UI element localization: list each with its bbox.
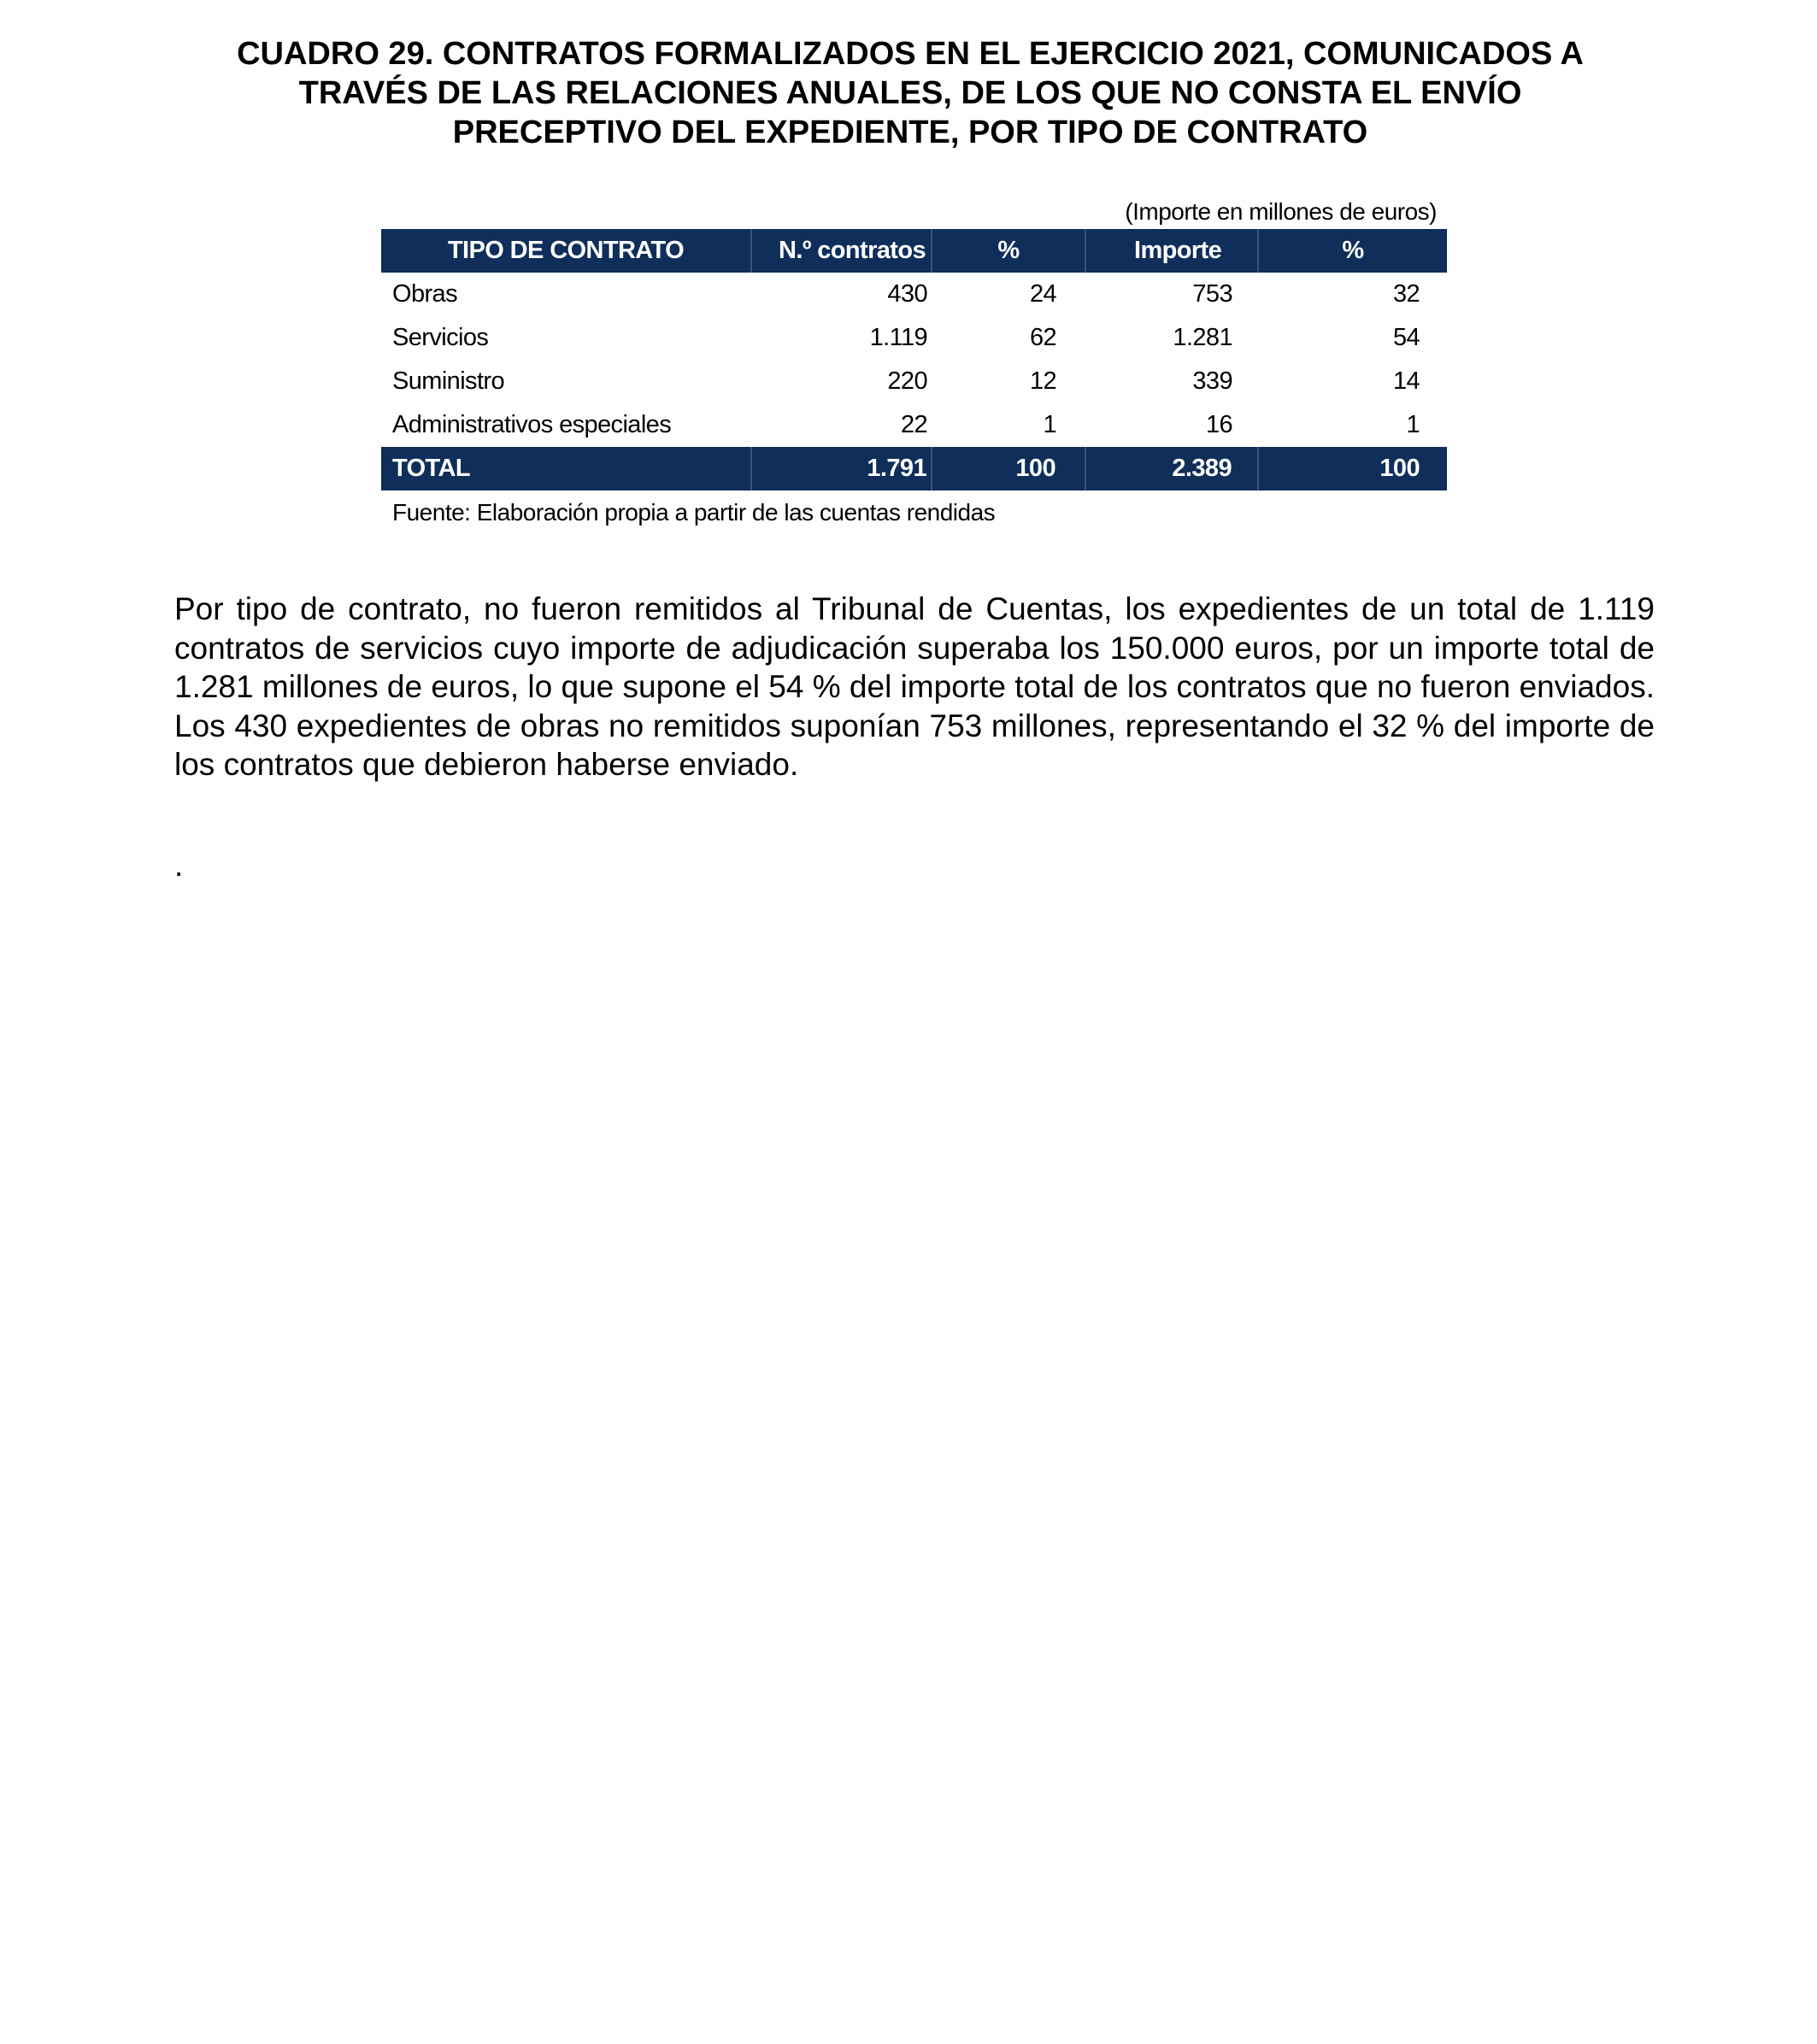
table-total-row xyxy=(381,447,1447,490)
cell-pct-num: 12 xyxy=(1029,367,1056,395)
header-tipo-contrato: TIPO DE CONTRATO xyxy=(381,229,751,273)
cell-pct-num: 24 xyxy=(1029,280,1056,308)
table-row xyxy=(381,273,1447,316)
table-title xyxy=(137,34,1684,152)
title-line-2: TRAVÉS DE LAS RELACIONES ANUALES, DE LOS QUE NO CONSTA EL ENVÍO xyxy=(298,75,1522,111)
body-paragraph: Por tipo de contrato, no fueron remitidos al Tribunal de Cuentas, los expedientes de un total de 1.119 contratos de servicios cuyo importe de adjudicación superaba los 150.000 euros, por un importe total de 1.281 millones de euros, lo que supone el 54 % del importe total de los contratos que no fueron enviados. Los 430 expedientes de obras no remitidos suponían 753 millones, representando el 32 % del importe de los contratos que debieron haberse enviado. xyxy=(174,591,1655,782)
cell-pct-importe: 54 xyxy=(1392,324,1420,351)
header-importe: Importe xyxy=(1085,229,1258,273)
table-row xyxy=(381,403,1447,447)
table-row xyxy=(381,316,1447,360)
header-pct-importe: % xyxy=(1342,237,1364,264)
cell-pct-importe: 32 xyxy=(1392,280,1420,308)
total-num: 1.791 xyxy=(751,447,932,490)
title-line-3: PRECEPTIVO DEL EXPEDIENTE, POR TIPO DE CONTRATO xyxy=(452,115,1368,150)
cell-pct-importe: 1 xyxy=(1406,411,1420,438)
cell-importe: 1.281 xyxy=(1173,324,1232,351)
units-note: (Importe en millones de euros) xyxy=(1125,198,1437,225)
header-num-contratos: N.º contratos xyxy=(751,229,932,273)
table-row xyxy=(381,360,1447,403)
cell-tipo: Administrativos especiales xyxy=(392,411,672,438)
title-line-1: CUADRO 29. CONTRATOS FORMALIZADOS EN EL EJERCICIO 2021, COMUNICADOS A xyxy=(237,36,1584,72)
cell-num: 1.119 xyxy=(869,324,927,351)
cell-pct-num: 62 xyxy=(1029,324,1056,351)
cell-importe: 339 xyxy=(1192,367,1232,395)
trailing-dot: . xyxy=(174,848,184,883)
cell-tipo: Servicios xyxy=(392,324,489,351)
total-label: TOTAL xyxy=(381,447,751,490)
total-pct-importe: 100 xyxy=(1379,455,1420,482)
table-header-row xyxy=(381,229,1447,273)
cell-tipo: Obras xyxy=(392,280,457,308)
cell-importe: 16 xyxy=(1205,411,1232,438)
cell-pct-importe: 14 xyxy=(1392,367,1420,395)
cell-num: 220 xyxy=(887,367,927,395)
table-source-note: Fuente: Elaboración propia a partir de las cuentas rendidas xyxy=(392,499,996,526)
cell-tipo: Suministro xyxy=(392,367,504,395)
cell-pct-num: 1 xyxy=(1043,411,1056,438)
contracts-table-block xyxy=(381,195,1447,530)
contracts-table xyxy=(381,229,1447,490)
header-pct-contratos: % xyxy=(932,229,1085,273)
cell-num: 430 xyxy=(887,280,927,308)
cell-importe: 753 xyxy=(1192,280,1232,308)
cell-num: 22 xyxy=(900,411,927,438)
total-importe: 2.389 xyxy=(1085,447,1258,490)
total-pct-num: 100 xyxy=(932,447,1085,490)
